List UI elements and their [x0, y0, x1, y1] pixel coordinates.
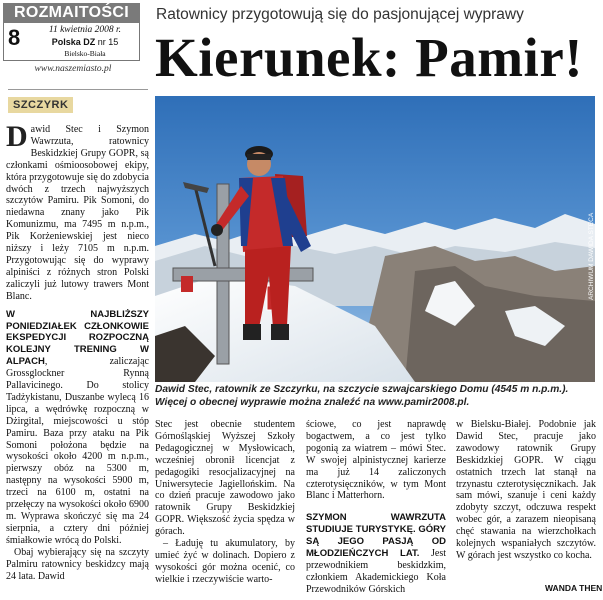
paragraph: ściowe, co jest naprawdę bogactwem, a co jest tylko pogonią za wiatrem – mówi Stec. W swojej alpinistycznej karierze ma już 14 zaliczonych czterotysięczników, w tym Mont Blanc i Matterhorn. [306, 419, 446, 502]
paragraph: awid Stec i Szymon Wawrzuta, ratownicy Beskidzkiej Grupy GOPR, są członkami ośmioosobowej ekipy, która przygotowuje się do zdobycia dwóch z trzech najwyższych szczytów Pamiru. Pik Somoni, do niedawna znany jako Pik Komunizmu, ma 7495 m n.p.m., Pik Korżeniewskiej jest nieco niższy i leży 7105 m n.p.m. Przygotowując się do wyprawy alpiniści z różnych stron Polski zaliczyli już lutowy trawers Mont Blanc. [6, 124, 149, 302]
photo-credit: ARCHIWUM DAWIDA STECA [588, 212, 595, 300]
issue-info [32, 24, 138, 60]
lead-in: SZYMON WAWRZUTA STUDIUJE TURYSTYKĘ. GÓRY SĄ JEGO PASJĄ OD MŁODZIEŃCZYCH LAT. [306, 512, 446, 560]
paragraph: – Ładuję tu akumulatory, by umieć żyć w dolinach. Dopiero z wysokości gór można ocenić, co wielkie i rzeczywiście warto- [155, 538, 295, 585]
paper-title: Polska [51, 37, 81, 47]
paragraph: Obaj wybierający się na szczyty Palmiru ratownicy beskidzcy mają 24 lata. Dawid [6, 546, 149, 582]
caption-line: Więcej o obecnej wyprawie można znaleźć na www.pamir2008.pl. [155, 396, 470, 408]
issue-date: 11 kwietnia 2008 r. [48, 25, 122, 35]
paragraph: Stec jest obecnie studentem Górnośląskiej Wyższej Szkoły Pedagogicznej w Mysłowicach, wcześniej obronił licencjat z pedagogiki resocjalizacyjnej na Uniwersytecie Jagiellońskim. Na co dzień pracuje zawodowo jako ratownik Grupy Beskidzkiej GOPR. Większość życia spędza w górach. [155, 419, 295, 538]
article-subtitle: Ratownicy przygotowują się do pasjonującej wyprawy [156, 6, 524, 23]
divider [8, 89, 148, 90]
city: Bielsko-Biała [64, 49, 106, 58]
photo-caption [155, 384, 595, 409]
page-number: 8 [8, 25, 21, 50]
paper-dz: DZ [83, 37, 96, 47]
paragraph: Jest przewodnikiem beskidzkim, członkiem Akademickiego Koła Przewodników Górskich [306, 548, 446, 595]
article-column-1 [6, 120, 149, 582]
lead-in: W NAJBLIŻSZY PONIEDZIAŁEK CZŁONKOWIE EKSPEDYCJI ROZPOCZNĄ KOLEJNY TRENING W ALPACH [6, 308, 149, 368]
section-label: ROZMAITOŚCI [3, 3, 140, 23]
article-column-3 [306, 419, 446, 596]
paper-name [32, 36, 138, 48]
article-column-4 [456, 419, 596, 562]
issue-number: nr 15 [97, 37, 119, 47]
paragraph: , zaliczając Grossglockner Rynną Pallavicinego. Do stolicy Tadżykistanu, Duszanbe wylecą 16 lipca, a wędrówkę rozpoczną w Dżirgital, miejscowości u stóp Pamiru. Baza przy ataku na Pik Somoni położona będzie na wysokości około 4200 m n.p.m., pierwszy obóz na 5300 m, następny na wysokości 5900 m, trzeci na 6100 m, ostatni na przełęczy na wysokości około 6900 m. Wyprawa skończyć się ma 24 sierpnia, a cztery dni później śmiałkowie wrócą do Polski. [6, 356, 149, 546]
climber-photo [155, 96, 595, 382]
drop-cap: D [6, 120, 28, 153]
article-title: Kierunek: Pamir! [155, 27, 584, 88]
photo [155, 96, 595, 382]
author-signature: WANDA THEN [545, 583, 603, 593]
location-tag: SZCZYRK [8, 97, 73, 113]
article-column-2 [155, 419, 295, 586]
website-link[interactable]: www.naszemiasto.pl [34, 64, 112, 74]
paragraph: w Bielsku-Białej. Podobnie jak Dawid Stec, pracuje jako zawodowy ratownik Grupy Beskidzkiej GOPR. W ciągu ostatnich trzech lat stanął na trzynastu czterotysięcznikach. Jak sam mówi, szanuje i ceni każdy zdobyty szczyt, odczuwa respekt wobec gór, a zarazem nieopisaną chęć stawania na wierzchołkach kolejnych wspaniałych szczytów. W górach jest wszystko co kocha. [456, 419, 596, 561]
caption-line: Dawid Stec, ratownik ze Szczyrku, na szczycie szwajcarskiego Domu (4545 m n.p.m.). [155, 384, 569, 395]
